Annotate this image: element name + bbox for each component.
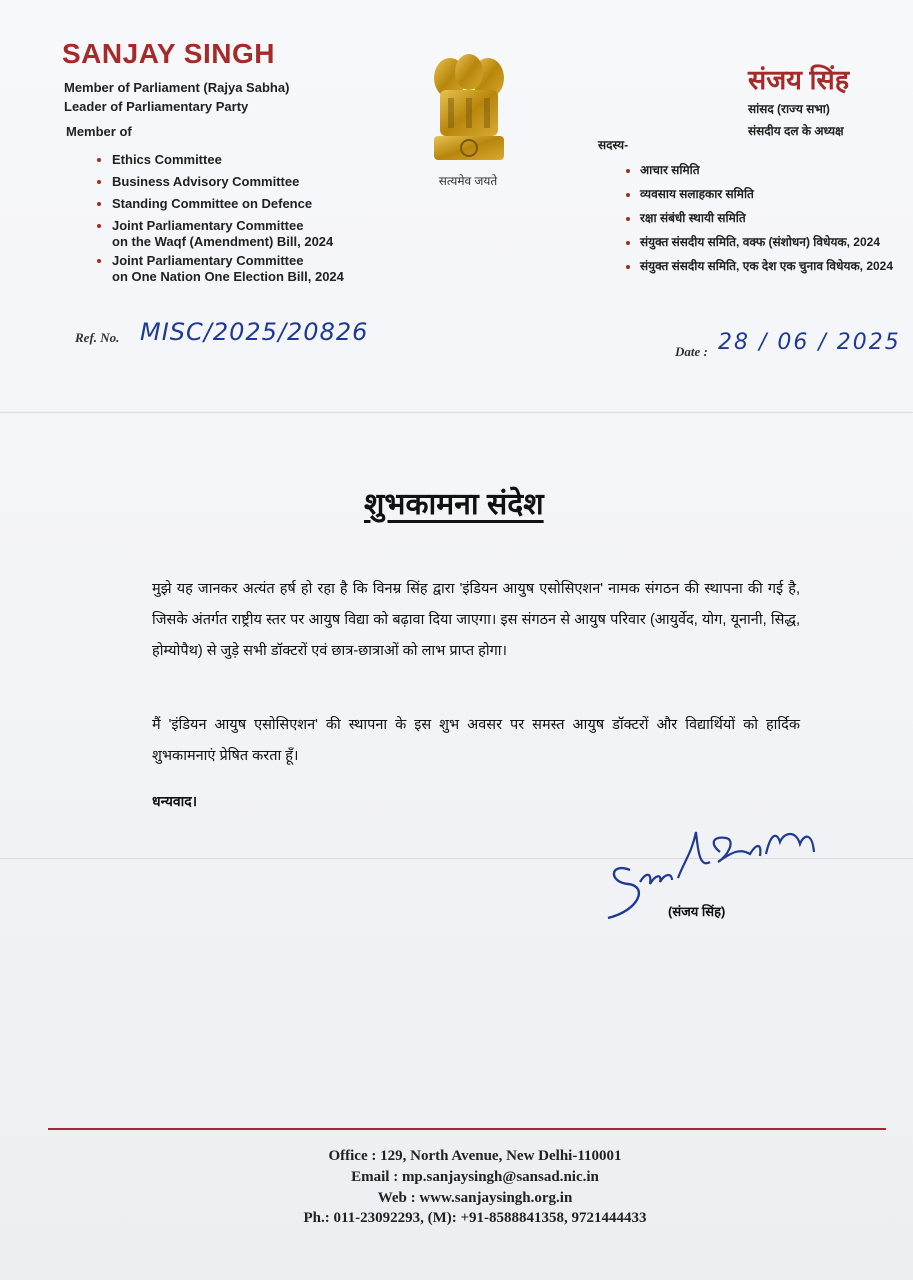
member-of-en: Member of [66, 124, 132, 139]
date-label: Date : [675, 344, 708, 359]
date-value: 28 / 06 / 2025 [718, 330, 901, 355]
party-role-hi: संसदीय दल के अध्यक्ष [748, 124, 844, 138]
committee-item: • Joint Parliamentary Committee [112, 253, 344, 269]
footer-email: Email : mp.sanjaysingh@sansad.nic.in [351, 1169, 599, 1185]
footer-divider [48, 1128, 886, 1130]
designation-hi: सांसद (राज्य सभा) [748, 102, 830, 116]
committee-item: • Standing Committee on Defence [112, 196, 344, 212]
committee-item-hi: • संयुक्त संसदीय समिति, एक देश एक चुनाव विधेयक, 2024 [640, 258, 910, 274]
ashoka-emblem-icon [428, 50, 510, 170]
committee-item-cont: on the Waqf (Amendment) Bill, 2024 [112, 234, 334, 249]
paper-fold [0, 412, 913, 413]
closing-thanks: धन्यवाद। [152, 793, 198, 809]
signatory-name: (संजय सिंह) [668, 904, 726, 919]
committee-item-hi: • रक्षा संबंधी स्थायी समिति [640, 210, 910, 226]
body-paragraph-2: मैं 'इंडियन आयुष एसोसिएशन' की स्थापना के इस शुभ अवसर पर समस्त आयुष डॉक्टरों और विद्यार्थियों को हार्दिक शुभकामनाएं प्रेषित करता हूँ। [152, 717, 800, 764]
ref-number: MISC/2025/20826 [140, 318, 369, 346]
footer-web: Web : www.sanjaysingh.org.in [377, 1190, 573, 1206]
letter-title: शुभकामना संदेश [364, 488, 544, 521]
body-paragraph-1: मुझे यह जानकर अत्यंत हर्ष हो रहा है कि विनम्र सिंह द्वारा 'इंडियन आयुष एसोसिएशन' नामक संगठन की स्थापना की गई है, जिसके अंतर्गत राष्ट्रीय स्तर पर आयुष विद्या को बढ़ावा दिया जाएगा। इस संगठन से आयुष परिवार (आयुर्वेद, योग, यूनानी, सिद्ध, होम्योपैथ) से जुड़े सभी डॉक्टरों एवं छात्र-छात्राओं को लाभ प्राप्त होगा। [152, 581, 800, 659]
sender-name-en: SANJAY SINGH [62, 38, 275, 69]
ref-label: Ref. No. [75, 330, 120, 345]
committee-list-hi [620, 162, 910, 280]
member-of-hi: सदस्य- [598, 138, 629, 152]
footer-phone: Ph.: 011-23092293, (M): +91-8588841358, 9721444433 [303, 1210, 647, 1226]
emblem-motto: सत्यमेव जयते [438, 174, 498, 188]
committee-item: • Joint Parliamentary Committee [112, 218, 344, 234]
committee-item-hi: • व्यवसाय सलाहकार समिति [640, 186, 910, 202]
committee-item: • Ethics Committee [112, 152, 344, 168]
committee-list-en [90, 152, 344, 284]
committee-item-hi: • संयुक्त संसदीय समिति, वक्फ (संशोधन) विधेयक, 2024 [640, 234, 910, 250]
committee-item-hi: • आचार समिति [640, 162, 910, 178]
designation-en: Member of Parliament (Rajya Sabha) [64, 80, 290, 95]
committee-item-cont: on One Nation One Election Bill, 2024 [112, 269, 344, 284]
sender-name-hi: संजय सिंह [748, 65, 850, 95]
committee-item: • Business Advisory Committee [112, 174, 344, 190]
footer-office: Office : 129, North Avenue, New Delhi-110001 [328, 1148, 622, 1164]
party-role-en: Leader of Parliamentary Party [64, 99, 249, 114]
